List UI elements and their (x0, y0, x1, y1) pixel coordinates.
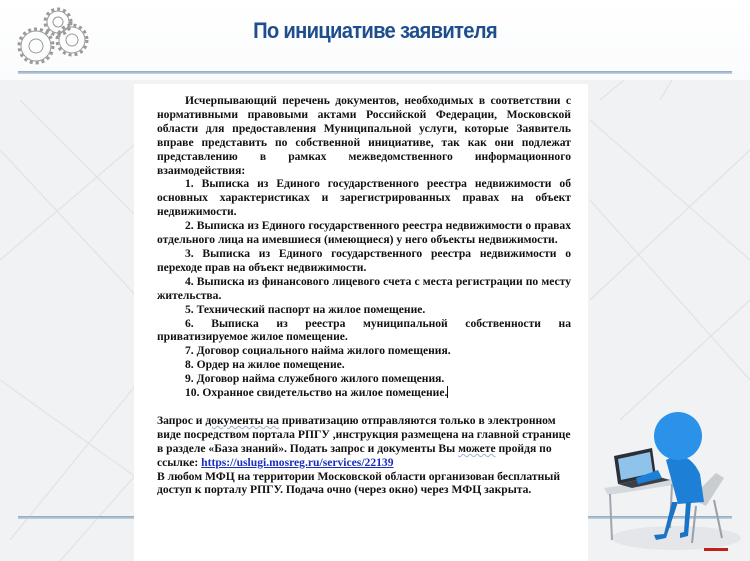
list-item: 3. Выписка из Единого государственного реестра недвижимости о переходе прав на объект недвижимости. (157, 246, 571, 274)
list-item: 7. Договор социального найма жилого помещения. (185, 344, 451, 358)
list-item: 4. Выписка из финансового лицевого счета с места регистрации по месту жительства. (157, 274, 571, 302)
notice-text: Запрос и (157, 413, 206, 427)
services-link[interactable]: https://uslugi.mosreg.ru/services/22139 (201, 455, 394, 469)
text-cursor (447, 386, 448, 398)
list-item: 2. Выписка из Единого государственного реестра недвижимости о правах отдельного лица на имевшиеся (имеющиеся) у него объекты недвижимости. (157, 219, 571, 247)
list-item: 1. Выписка из Единого государственного реестра недвижимости об основных характеристиках и зарегистрированных правах на объект недвижимости. (157, 177, 571, 219)
list-item: 9. Договор найма служебного жилого помещения. (185, 372, 445, 386)
spacer (157, 400, 571, 414)
notice-text-flagged: можете (458, 441, 496, 455)
document-panel (134, 84, 588, 561)
notice-text: пройдя по (495, 441, 552, 455)
page-title: По инициативе заявителя (253, 18, 497, 43)
list-item-text: 10. Охранное свидетельство на жилое помещение. (185, 386, 448, 400)
document-body (157, 94, 571, 497)
notice-paragraph (157, 414, 571, 470)
list-item: 5. Технический паспорт на жилое помещение. (185, 302, 426, 316)
notice-text-flagged: документы на (205, 413, 279, 427)
list-item-last (157, 386, 571, 400)
intro-paragraph: Исчерпывающий перечень документов, необходимых в соответствии с нормативными правовыми актами Российской Федерации, Московской области для предоставления Муниципальной услуги, которые Заявитель вправе представить по собственной инициативе, так как они подлежат представлению в рамках межведомственного информационного взаимодействия: (157, 94, 571, 177)
person-at-laptop-icon (596, 378, 746, 553)
link-label: ссылке: (157, 455, 202, 469)
slide-marker (704, 548, 728, 551)
list-item: 8. Ордер на жилое помещение. (185, 358, 345, 372)
header-divider (18, 71, 732, 74)
list-item: 6. Выписка из реестра муниципальной собственности на приватизируемое жилое помещение. (157, 316, 571, 344)
notice-text: приватизацию отправляются только в электронном виде посредством портала РПГУ ,инструкция размещена на главной странице в разделе «База знаний». Подать запрос и документы Вы (157, 413, 571, 455)
footer-paragraph: В любом МФЦ на территории Московской области организован бесплатный доступ к порталу РПГУ. Подача очно (через окно) через МФЦ закрыта. (157, 469, 561, 497)
